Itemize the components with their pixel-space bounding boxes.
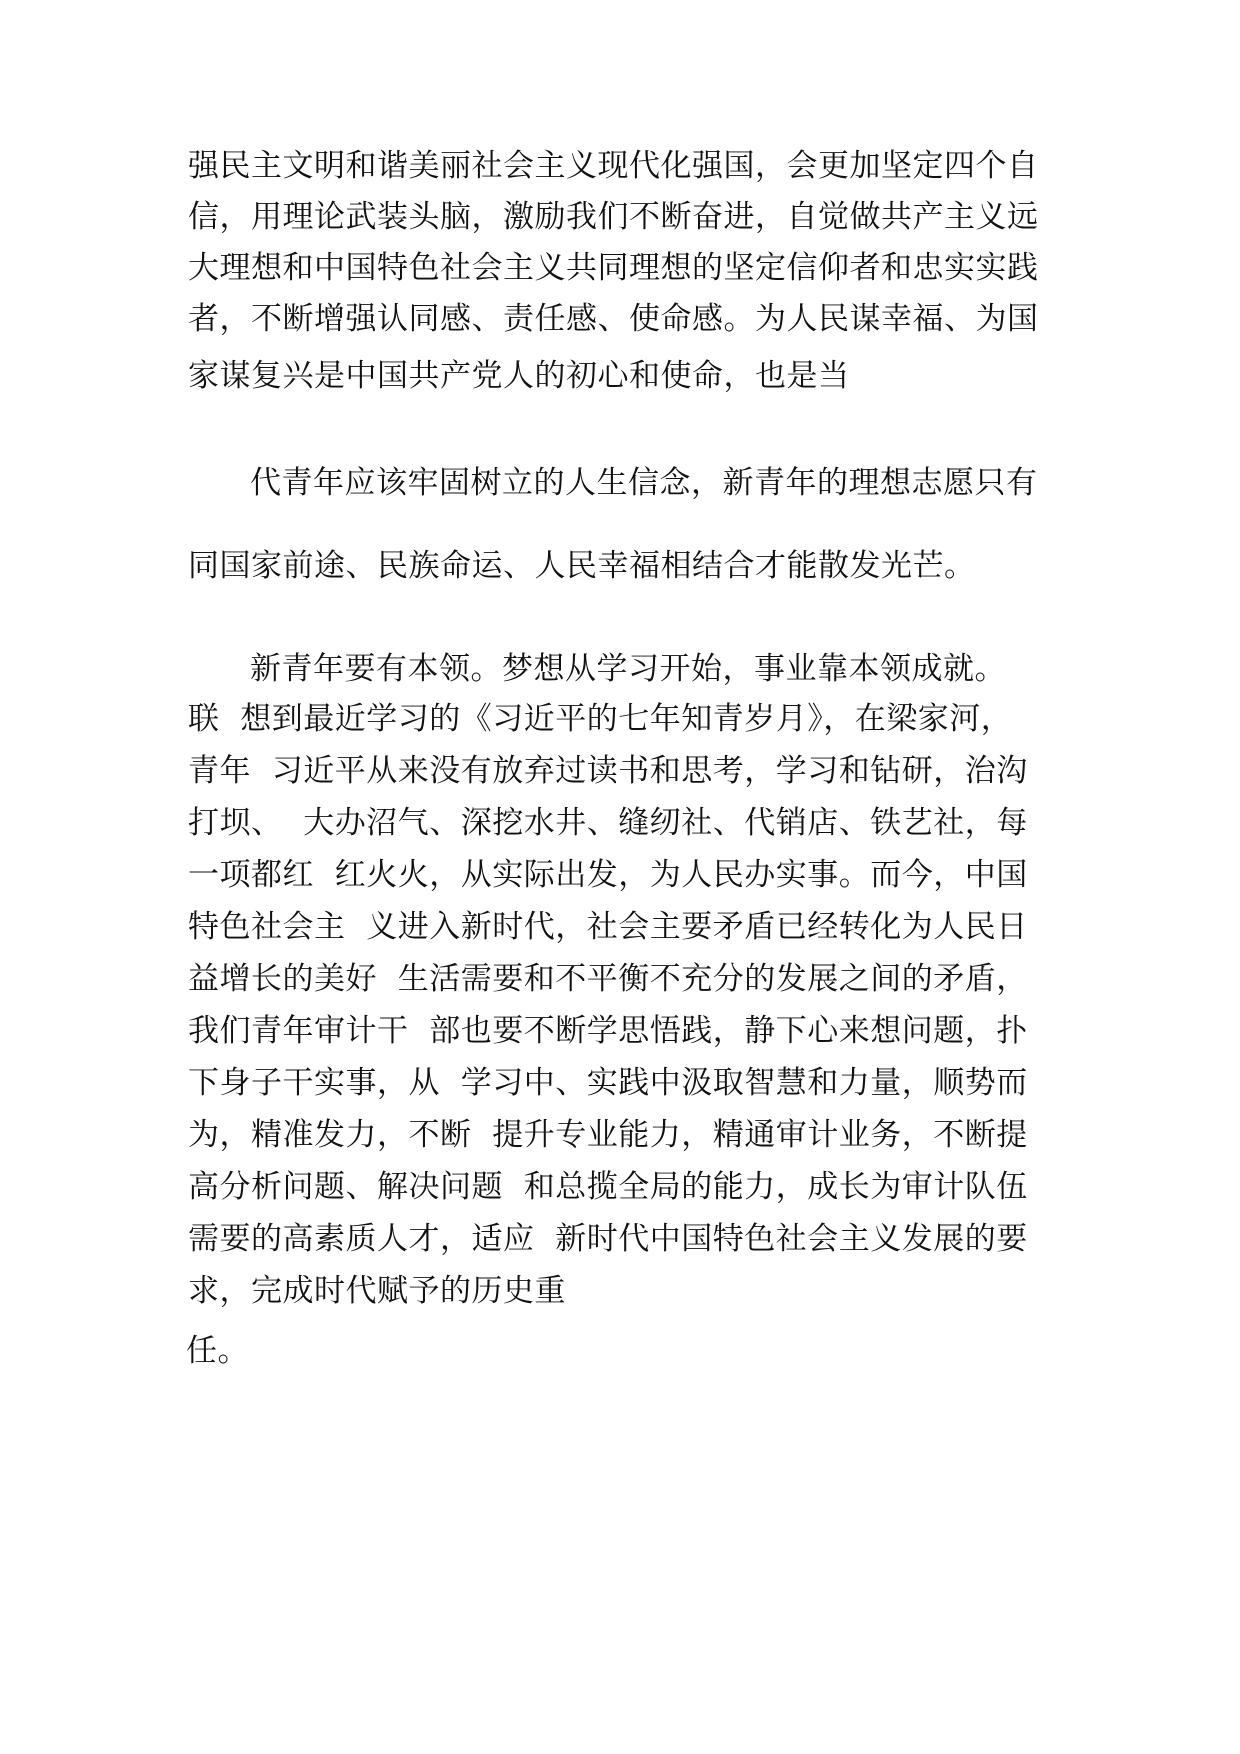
text-line: 大理想和中国特色社会主义共同理想的坚定信仰者和忠实实践 [188,250,1039,286]
text-line: 联 想到最近学习的《习近平的七年知青岁月》，在梁家河， [188,701,1013,737]
text-line: 同国家前途、民族命运、人民幸福相结合才能散发光芒。 [188,548,976,584]
text-line: 任。 [186,1333,249,1369]
text-line-indented: 代青年应该牢固树立的人生信念，新青年的理想志愿只有 [250,465,1038,501]
text-line: 一项都红 红火火，从实际出发，为人民办实事。而今，中国 [188,857,1028,893]
text-line: 青年 习近平从来没有放弃过读书和思考，学习和钻研，治沟 [188,753,1028,789]
text-line: 者，不断增强认同感、责任感、使命感。为人民谋幸福、为国 [188,301,1039,337]
text-line: 家谋复兴是中国共产党人的初心和使命，也是当 [188,358,850,394]
text-line: 需要的高素质人才，适应 新时代中国特色社会主义发展的要 [188,1221,1028,1257]
text-line: 特色社会主 义进入新时代，社会主要矛盾已经转化为人民日 [188,909,1028,945]
text-line: 打坝、 大办沼气、深挖水井、缝纫社、代销店、铁艺社，每 [188,805,1028,841]
text-line: 求，完成时代赋予的历史重 [188,1273,566,1309]
text-line: 我们青年审计干 部也要不断学思悟践，静下心来想问题，扑 [188,1013,1028,1049]
text-line: 强民主文明和谐美丽社会主义现代化强国，会更加坚定四个自 [188,148,1039,184]
text-line: 信，用理论武装头脑，激励我们不断奋进，自觉做共产主义远 [188,199,1039,235]
text-line: 为，精准发力，不断 提升专业能力，精通审计业务，不断提 [188,1117,1028,1153]
text-line: 益增长的美好 生活需要和不平衡不充分的发展之间的矛盾， [188,961,1028,997]
text-line: 下身子干实事，从 学习中、实践中汲取智慧和力量，顺势而 [188,1065,1028,1101]
text-line: 高分析问题、解决问题 和总揽全局的能力，成长为审计队伍 [188,1169,1028,1205]
text-line-indented: 新青年要有本领。梦想从学习开始，事业靠本领成就。 [250,651,1006,687]
